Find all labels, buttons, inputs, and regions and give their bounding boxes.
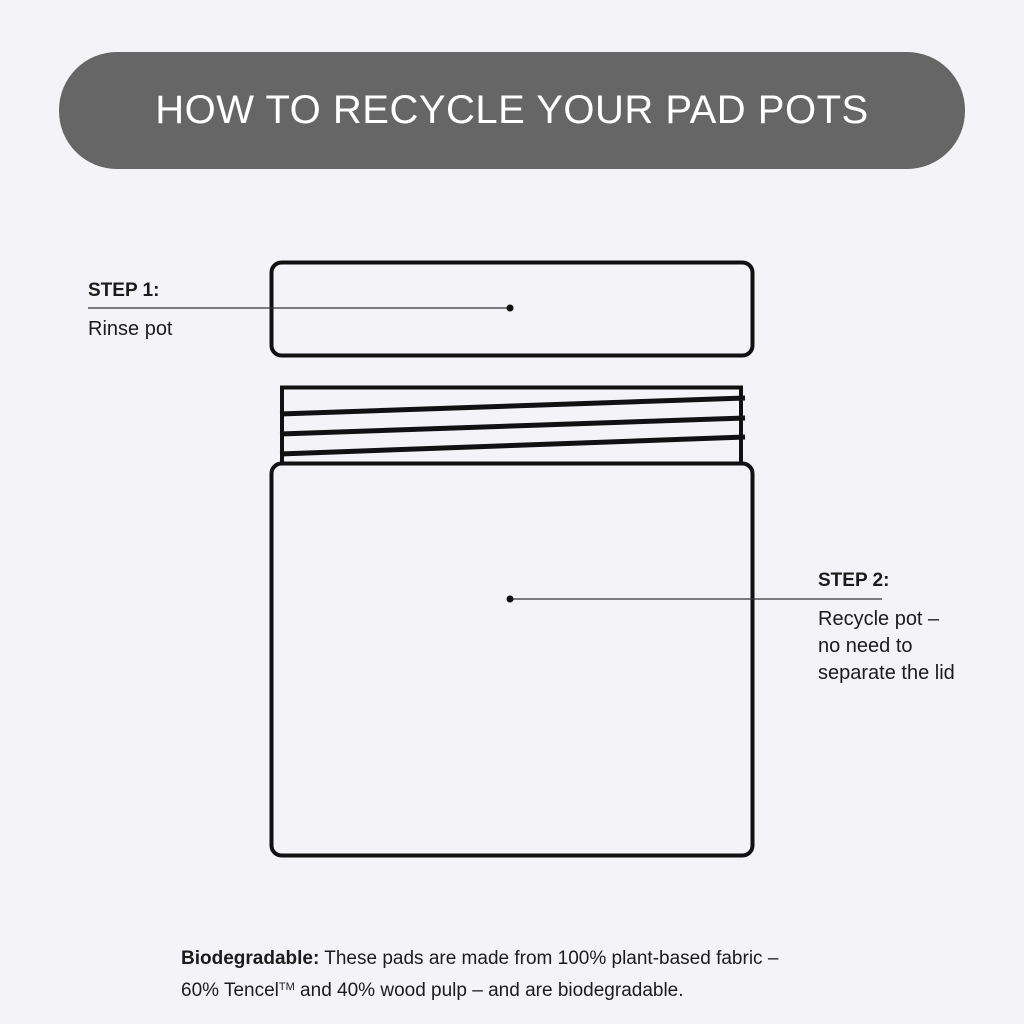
footer-bold-label: Biodegradable: [181, 948, 320, 969]
biodegradable-note [181, 944, 881, 1005]
trademark-mark: TM [278, 981, 295, 993]
page-title: HOW TO RECYCLE YOUR PAD POTS [155, 88, 869, 132]
pot-body [272, 464, 753, 856]
step2-text: Recycle pot – no need to separate the lid [818, 608, 955, 684]
step1-text: Rinse pot [88, 318, 173, 340]
step1-label: STEP 1: [88, 280, 160, 301]
footer-line-2: 60% Tencel™ and 40% wood pulp – and are biodegradable. [181, 980, 684, 1001]
step2-leader [507, 596, 883, 603]
step2-label: STEP 2: [818, 570, 890, 591]
step1-leader [88, 305, 514, 312]
pot-thread-neck [280, 386, 745, 462]
footer-line-1: Biodegradable: These pads are made from 100% plant-based fabric – [181, 948, 779, 969]
